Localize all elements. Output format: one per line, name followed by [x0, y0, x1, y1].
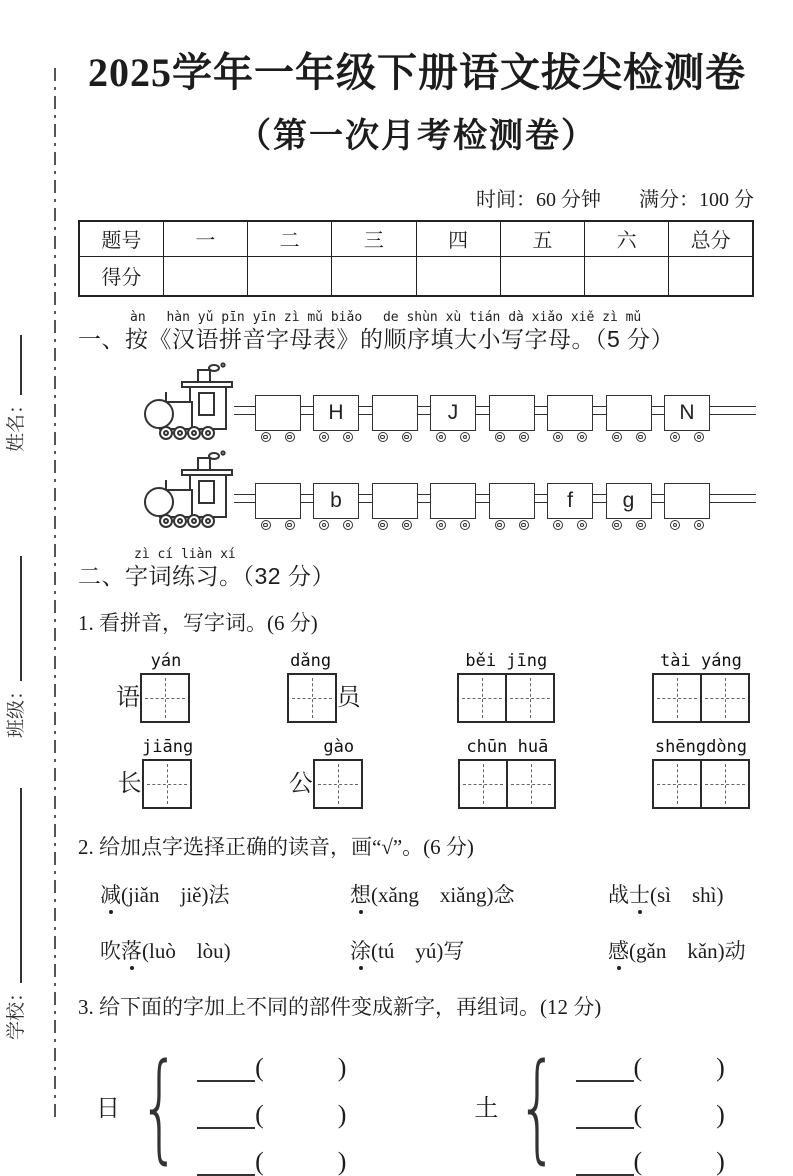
given-character: 语	[116, 685, 140, 711]
writing-box[interactable]	[142, 759, 192, 809]
writing-box[interactable]	[506, 759, 556, 809]
choice-item	[100, 879, 350, 909]
word-building-group	[96, 1035, 346, 1176]
train-car	[313, 395, 359, 442]
score-table-header-cell: 三	[332, 221, 416, 256]
train-car[interactable]	[489, 483, 535, 530]
wheel-icon	[694, 520, 704, 530]
word-parens[interactable]: (	[255, 1053, 264, 1082]
car-letter: g	[622, 489, 635, 512]
wheel-icon	[378, 432, 388, 442]
item-text: 吹	[100, 939, 121, 963]
wheel-icon	[436, 432, 446, 442]
brace-icon: {	[517, 1036, 559, 1175]
writing-box[interactable]	[313, 759, 363, 809]
wheel-icon	[553, 520, 563, 530]
class-blank[interactable]	[2, 556, 22, 681]
writing-box[interactable]	[652, 759, 702, 809]
score-cell[interactable]	[163, 256, 247, 296]
item-text: 战	[608, 883, 629, 907]
base-character: 日	[96, 1096, 120, 1122]
item-pinyin: yán	[150, 651, 182, 671]
item-pinyin: shēngdòng	[654, 737, 748, 757]
word-parens[interactable]: (	[255, 1147, 264, 1176]
train-car	[664, 395, 710, 442]
wheel-icon	[519, 520, 529, 530]
wheel-icon	[402, 432, 412, 442]
section2-title: 二、字词练习。（32 分）	[78, 563, 335, 589]
seal-dash-line	[54, 68, 56, 1122]
score-table-header-cell: 二	[248, 221, 332, 256]
score-cell[interactable]	[669, 256, 753, 296]
answer-line	[197, 1035, 346, 1082]
answer-line	[576, 1035, 725, 1082]
word-parens[interactable]: (	[633, 1147, 643, 1176]
wheel-icon	[670, 432, 680, 442]
score-cell[interactable]	[585, 256, 669, 296]
given-character: 长	[117, 771, 142, 797]
writing-box[interactable]	[457, 673, 507, 723]
score-table-header-cell: 六	[585, 221, 669, 256]
given-character: 公	[288, 771, 313, 797]
wheel-icon	[343, 432, 353, 442]
car-letter: J	[447, 401, 459, 424]
class-label: 班级：	[6, 680, 27, 738]
train-car[interactable]	[255, 483, 301, 530]
score-table-header-cell: 一	[163, 221, 247, 256]
new-char-blank[interactable]	[576, 1107, 634, 1129]
wheel-icon	[694, 432, 704, 442]
item-text: 动	[724, 939, 746, 963]
writing-box[interactable]	[505, 673, 555, 723]
train-car	[547, 483, 593, 530]
item-pinyin: gào	[323, 737, 355, 757]
score-cell[interactable]	[248, 256, 332, 296]
paper-subtitle: （第一次月考检测卷）	[237, 118, 597, 155]
train-car[interactable]	[430, 483, 476, 530]
word-parens[interactable]: )	[337, 1053, 347, 1082]
choice-item	[608, 879, 756, 909]
school-blank[interactable]	[2, 788, 22, 983]
pinyin-options[interactable]: (xǎng xiǎng)	[371, 883, 494, 907]
new-char-blank[interactable]	[197, 1154, 255, 1176]
full-score: 满分：100 分	[639, 189, 754, 211]
write-item	[652, 737, 750, 809]
car-letter: N	[679, 401, 695, 424]
exam-info-line	[78, 183, 756, 212]
score-table	[78, 220, 754, 297]
train-car[interactable]	[372, 483, 418, 530]
write-item	[652, 651, 750, 723]
write-item	[457, 651, 555, 723]
section2-pinyin: zì cí liàn xí	[134, 547, 236, 562]
write-item	[289, 737, 363, 809]
pronunciation-choice-grid	[78, 879, 756, 965]
write-item	[287, 651, 361, 723]
wheel-icon	[436, 520, 446, 530]
word-building-row	[78, 1035, 756, 1176]
question2-title: 2. 给加点字选择正确的读音，画“√”。(6 分)	[78, 835, 474, 859]
pinyin-options[interactable]: (gǎn kǎn)	[629, 939, 725, 963]
score-cell[interactable]	[332, 256, 416, 296]
train-car	[430, 395, 476, 442]
choice-item	[350, 879, 608, 909]
new-char-blank[interactable]	[197, 1060, 255, 1082]
dotted-character: 想	[350, 879, 371, 909]
item-pinyin: dǎng	[290, 651, 332, 671]
train-car[interactable]	[255, 395, 301, 442]
section1-title: 一、按《汉语拼音字母表》的顺序填大小写字母。（5 分）	[78, 326, 675, 352]
choice-item	[350, 935, 608, 965]
wheel-icon	[261, 520, 271, 530]
writing-box[interactable]	[652, 673, 702, 723]
car-letter: b	[330, 489, 342, 512]
new-char-blank[interactable]	[576, 1154, 634, 1176]
item-text: 法	[208, 883, 230, 907]
locomotive-icon	[142, 362, 242, 442]
wheel-icon	[519, 432, 529, 442]
score-table-header-cell: 五	[500, 221, 584, 256]
item-pinyin: běi jīng	[465, 651, 548, 671]
wheel-icon	[319, 432, 329, 442]
word-parens[interactable]: )	[716, 1147, 725, 1176]
school-label: 学校：	[6, 982, 27, 1040]
score-table-header-cell: 总分	[669, 221, 753, 256]
item-text: 念	[493, 883, 515, 907]
wheel-icon	[460, 520, 470, 530]
choice-item	[608, 935, 756, 965]
dotted-character: 减	[100, 879, 121, 909]
score-cell[interactable]	[416, 256, 500, 296]
write-item	[458, 737, 556, 809]
word-building-group	[474, 1035, 724, 1176]
writing-box[interactable]	[700, 759, 750, 809]
train-car	[606, 483, 652, 530]
item-pinyin: chūn huā	[466, 737, 549, 757]
writing-box[interactable]	[700, 673, 750, 723]
exam-paper	[78, 0, 756, 1176]
dotted-character: 落	[121, 935, 142, 965]
name-label: 姓名：	[6, 394, 27, 452]
pinyin-options[interactable]: (tú yú)	[371, 939, 444, 963]
given-character: 员	[336, 685, 361, 711]
pinyin-options[interactable]: (jiǎn jiě)	[121, 883, 209, 907]
pinyin-options[interactable]: (sì shì)	[650, 883, 724, 907]
name-blank[interactable]	[2, 335, 22, 395]
wheel-icon	[402, 520, 412, 530]
wheel-icon	[612, 432, 622, 442]
letter-train-uppercase	[142, 358, 756, 442]
wheel-icon	[577, 432, 587, 442]
wheel-icon	[636, 520, 646, 530]
student-class-field	[2, 556, 32, 738]
train-car[interactable]	[606, 395, 652, 442]
wheel-icon	[670, 520, 680, 530]
wheel-icon	[285, 520, 295, 530]
wheel-icon	[577, 520, 587, 530]
car-letter: H	[328, 401, 344, 424]
brace-icon: {	[138, 1036, 181, 1175]
dotted-character: 感	[608, 935, 629, 965]
paper-title: 2025学年一年级下册语文拔尖检测卷	[88, 50, 746, 95]
word-parens[interactable]: )	[716, 1100, 725, 1129]
pinyin-write-row	[78, 737, 756, 809]
pinyin-options[interactable]: (luò lòu)	[142, 939, 231, 963]
new-char-blank[interactable]	[197, 1107, 255, 1129]
wheel-icon	[612, 520, 622, 530]
score-row-label: 得分	[79, 256, 163, 296]
time-limit: 时间：60 分钟	[476, 189, 601, 211]
wheel-icon	[343, 520, 353, 530]
train-car[interactable]	[664, 483, 710, 530]
score-table-header-cell: 四	[416, 221, 500, 256]
wheel-icon	[495, 520, 505, 530]
question1-title: 1. 看拼音，写字词。(6 分)	[78, 611, 318, 635]
word-parens[interactable]: (	[633, 1053, 643, 1082]
wheel-icon	[553, 432, 563, 442]
student-name-field	[2, 335, 32, 452]
wheel-icon	[378, 520, 388, 530]
student-school-field	[2, 788, 32, 1040]
wheel-icon	[495, 432, 505, 442]
train-car[interactable]	[547, 395, 593, 442]
wheel-icon	[285, 432, 295, 442]
answer-line	[576, 1129, 725, 1176]
section1-pinyin: àn hàn yǔ pīn yīn zì mǔ biǎo de shùn xù tián dà xiǎo xiě zì mǔ	[130, 310, 642, 325]
word-parens[interactable]: (	[633, 1100, 643, 1129]
pinyin-write-row	[78, 651, 756, 723]
writing-box[interactable]	[458, 759, 508, 809]
base-character: 土	[474, 1096, 499, 1122]
car-letter: f	[567, 489, 573, 512]
train-car[interactable]	[372, 395, 418, 442]
score-table-header-cell: 题号	[79, 221, 163, 256]
writing-box[interactable]	[287, 673, 337, 723]
train-car	[313, 483, 359, 530]
wheel-icon	[636, 432, 646, 442]
item-pinyin: tài yáng	[660, 651, 742, 671]
new-char-blank[interactable]	[576, 1060, 634, 1082]
item-pinyin: jiāng	[142, 737, 194, 757]
dotted-character: 士	[629, 879, 650, 909]
score-cell[interactable]	[500, 256, 584, 296]
answer-line	[197, 1129, 346, 1176]
question3-title: 3. 给下面的字加上不同的部件变成新字，再组词。(12 分)	[78, 995, 602, 1019]
word-parens[interactable]: )	[716, 1053, 725, 1082]
word-parens[interactable]: )	[337, 1147, 347, 1176]
train-car[interactable]	[489, 395, 535, 442]
wheel-icon	[319, 520, 329, 530]
dotted-character: 涂	[350, 935, 371, 965]
letter-train-lowercase	[142, 446, 756, 530]
choice-item	[100, 935, 350, 965]
wheel-icon	[460, 432, 470, 442]
write-item	[116, 737, 193, 809]
wheel-icon	[261, 432, 271, 442]
word-parens[interactable]: )	[337, 1100, 347, 1129]
write-item	[116, 651, 190, 723]
word-parens[interactable]: (	[255, 1100, 264, 1129]
writing-box[interactable]	[140, 673, 190, 723]
item-text: 写	[443, 939, 465, 963]
locomotive-icon	[142, 450, 242, 530]
